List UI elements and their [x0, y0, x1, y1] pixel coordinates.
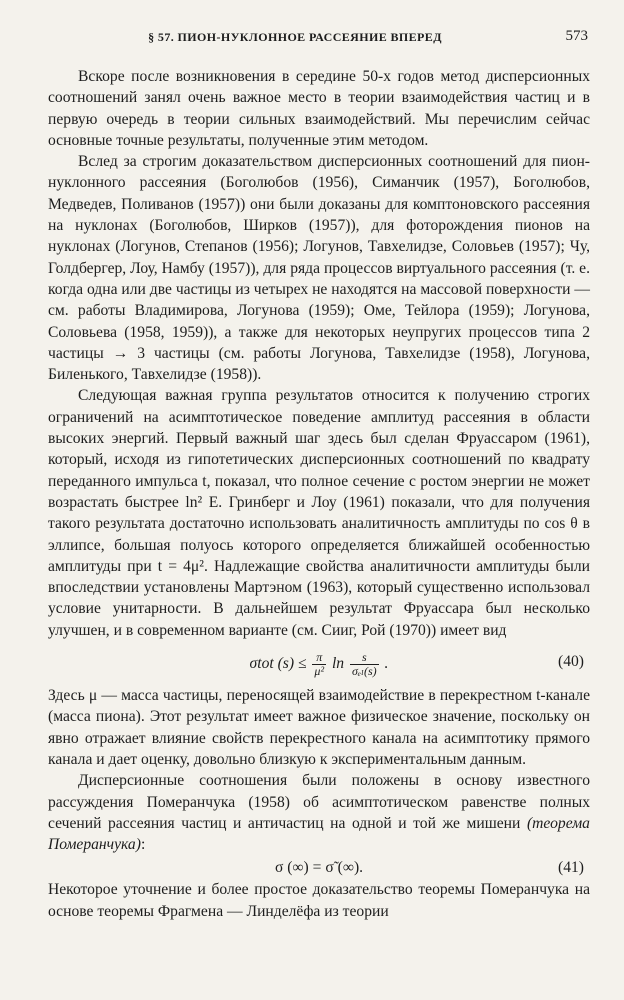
formula-40-lhs: σtot (s) ≤: [249, 655, 307, 673]
colon: :: [140, 836, 146, 854]
formula-40-log: ln: [331, 655, 345, 673]
paragraph-pomeranchuk-text: Дисперсионные соотношения были положены в основу известного рассуждения Померанчука (1958) об асимптотическом равенстве полных сечений рассеяния частиц и античастиц на одной и той же мишени: [48, 772, 590, 832]
formula-41-expression: σ (∞) = σ̃ (∞).: [274, 859, 364, 877]
paragraph-asymptotic-bounds: Следующая важная группа результатов относится к получению строгих ограничений на асимптотическое поведение амплитуд рассеяния в области высоких энергий. Первый важный шаг здесь был сделан Фруассаром (1961), который, исходя из гипотетических дисперсионных соотношений по квадрату переданного импульса t, показал, что полное сечение с ростом энергии не может возрастать быстрее ln² E. Гринберг и Лоу (1961) показали, что для получения такого результата достаточно использовать аналитичность амплитуды по cos θ в эллипсе, большая полуось которого определяется ближайшей особенностью амплитуды при t = 4μ². Надлежащие свойства аналитичности амплитуды были впоследствии установлены Мартэном (1963), который существенно использовал условие унитарности. В дальнейшем результат Фруассара был несколько улучшен, и в современном варианте (см. Сииг, Рой (1970)) имеет вид: [48, 387, 590, 639]
formula-41-number: (41): [558, 859, 584, 877]
paragraph-mu-explanation: Здесь μ — масса частицы, переносящей взаимодействие в перекрестном t-канале (масса пиона). Этот результат имеет важное физическое значение, поскольку он явно отражает влияние свойств перекрестного канала на асимптотику прямого канала и дает оценку, довольно близкую к экспериментальным данным.: [48, 687, 590, 768]
paragraph-intro: Вскоре после возникновения в середине 50-х годов метод дисперсионных соотношений занял очень важное место в теории взаимодействия частиц и в первую очередь в теории сильных взаимодействий. Мы перечислим сейчас основные точные результаты, полученные этим методом.: [48, 68, 590, 149]
formula-40-number: (40): [558, 653, 584, 671]
fraction-numerator: s: [350, 651, 379, 665]
paragraph-dispersion-proofs: Вслед за строгим доказательством дисперсионных соотношений для пион-нуклонного рассеяния (Боголюбов (1956), Симанчик (1957), Боголюбов, Медведев, Поливанов (1957)) они были доказаны для комптоновского рассеяния на нуклонах (Боголюбов, Ширков (1957)), для фоторождения пионов на нуклонах (Логунов, Степанов (1956); Логунов, Тавхелидзе, Соловьев (1957); Чу, Голдбергер, Лоу, Намбу (1957)), для ряда процессов виртуального рассеяния (т. е. когда одна или две частицы из четырех не находятся на массовой поверхности — см. работы Владимирова, Логунова (1959); Оме, Тейлора (1959); Логунова, Соловьева (1958, 1959)), а также для некоторых неупругих процессов типа 2 частицы → 3 частицы (см. работы Логунова, Тавхелидзе (1958), Логунова, Биленького, Тавхелидзе (1958)).: [48, 153, 590, 384]
fraction-denominator: σₑₗ(s): [352, 664, 377, 679]
paragraph-pomeranchuk: [48, 770, 590, 855]
body-text: [48, 66, 590, 922]
formula-40-fraction-s-sigma: [350, 651, 379, 678]
formula-40-expression: σtot (s) ≤ $\frac{\pi}{\text{μ²}}$ ln $\frac{s}{\text{σₑₗ(s)}}$ .: [249, 650, 389, 679]
formula-40: [48, 643, 590, 685]
fraction-denominator: μ²: [314, 664, 325, 679]
page-number: 573: [565, 28, 588, 44]
fraction-numerator: π: [312, 651, 326, 665]
paragraph-last: Некоторое уточнение и более простое доказательство теоремы Померанчука на основе теоремы Фрагмена — Линделёфа из теории: [48, 881, 590, 920]
page-header: [0, 28, 624, 48]
formula-41: [48, 855, 590, 879]
theorem-name: (теорема Померанчука): [48, 814, 590, 854]
formula-40-fraction-pi-mu: [312, 651, 326, 678]
running-head: § 57. ПИОН-НУКЛОННОЕ РАССЕЯНИЕ ВПЕРЕД: [148, 30, 442, 44]
